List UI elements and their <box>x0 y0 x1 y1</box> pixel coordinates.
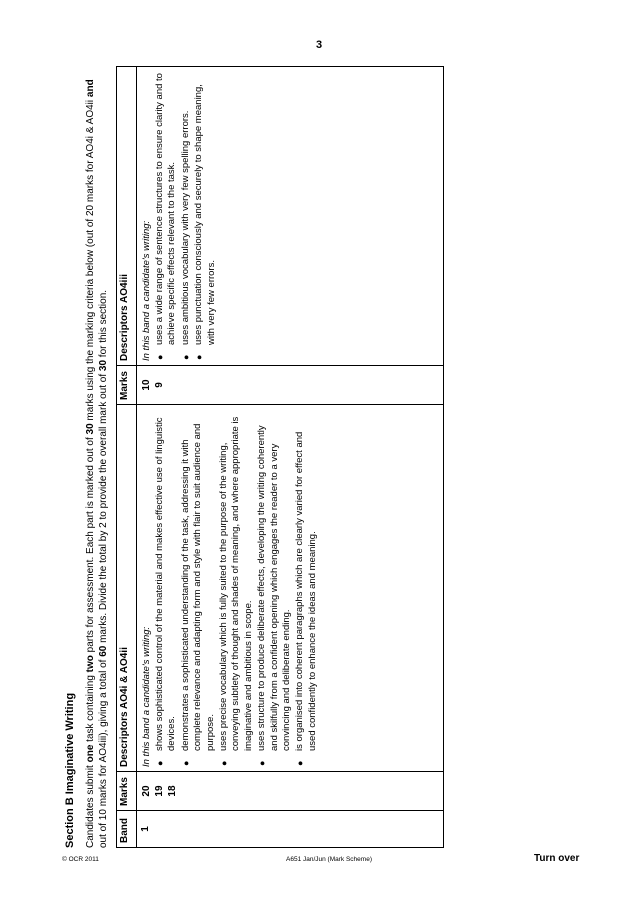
intro-bold-2: two <box>85 655 96 673</box>
mark-value: 20 <box>141 785 152 797</box>
bullet-icon: ● <box>295 760 306 766</box>
list-item <box>154 409 179 766</box>
intro-text-7: for this section. <box>98 289 109 360</box>
descriptor-text: uses precise vocabulary which is fully suited to the purpose of the writing, conveying subtlety of thought and shades of meaning, and where appropriate is imaginative and ambitious in scope. <box>218 416 254 751</box>
list-item <box>193 71 218 360</box>
descriptor-text: shows sophisticated control of the material and makes effective use of linguistic devices. <box>154 417 178 751</box>
descriptors-ao4iii-cell <box>137 67 444 366</box>
rotated-content <box>62 63 422 848</box>
list-item <box>218 409 255 766</box>
descriptor-list <box>154 409 319 767</box>
descriptor-text: demonstrates a sophisticated understanding of the task, addressing it with complete relevance and adapting form and style with flair to suit audience and purpose. <box>179 423 216 751</box>
intro-bold-1: one <box>85 744 96 763</box>
header-marks: Marks <box>117 772 137 811</box>
bullet-icon: ● <box>180 354 191 360</box>
intro-bold-3: 30 <box>85 423 96 435</box>
band-cell: 1 <box>137 811 444 848</box>
bullet-icon: ● <box>155 760 165 766</box>
intro-text-4: marks using the marking criteria below (out of 20 marks for AO4i & AO4ii <box>85 97 96 424</box>
bullet-icon: ● <box>257 760 268 766</box>
section-title: Section B Imaginative Writing <box>64 692 76 848</box>
list-item <box>179 409 217 766</box>
intro-text-2: task containing <box>85 672 96 745</box>
descriptor-text: uses a wide range of sentence structures to ensure clarity and to achieve specific effects relevant to the task. <box>154 73 178 345</box>
header-band: Band <box>117 811 137 848</box>
descriptor-text: uses structure to produce deliberate effects, developing the writing coherently and skilfully from a confident opening which engages the reader to a very convincing and deliberate ending. <box>256 425 293 751</box>
intro-bold-6: 30 <box>98 359 109 372</box>
descriptor-lead: In this band a candidate's writing: <box>141 220 152 361</box>
footer-document-code: A651 Jan/Jun (Mark Scheme) <box>286 856 372 863</box>
intro-text-5: out of 10 marks for AO4iii), giving a total of <box>98 656 109 848</box>
mark-value: 18 <box>167 785 178 797</box>
list-item <box>154 71 179 360</box>
intro-text-3: parts for assessment. Each part is marked out of <box>85 434 96 656</box>
bullet-icon: ● <box>155 354 165 360</box>
descriptor-list <box>154 71 218 361</box>
intro-text-1: Candidates submit <box>85 762 96 848</box>
page-number: 3 <box>316 39 323 51</box>
descriptor-text: uses ambitious vocabulary with very few spelling errors. <box>179 110 191 345</box>
list-item <box>294 409 319 766</box>
descriptor-lead: In this band a candidate's writing: <box>141 626 152 767</box>
list-item <box>179 71 192 360</box>
descriptor-text: uses punctuation consciously and securely to shape meaning, with very few errors. <box>193 84 217 345</box>
marking-criteria-table <box>116 66 444 848</box>
header-marks-2: Marks <box>117 366 137 405</box>
intro-bold-5: 60 <box>98 645 109 657</box>
marks-cell <box>137 772 444 811</box>
intro-bold-4: and <box>85 79 96 98</box>
list-item <box>256 409 293 766</box>
table-header-row <box>117 67 137 848</box>
header-descriptors-ao4i-ao4ii: Descriptors AO4i & AO4ii <box>117 405 137 772</box>
mark-value: 9 <box>154 382 165 388</box>
bullet-icon: ● <box>219 760 230 766</box>
bullet-icon: ● <box>180 760 191 766</box>
header-descriptors-ao4iii: Descriptors AO4iii <box>117 67 137 366</box>
descriptor-text: is organised into coherent paragraphs which are clearly varied for effect and used confidently to enhance the ideas and meaning. <box>294 431 318 751</box>
table-row <box>137 67 444 848</box>
footer-turn-over: Turn over <box>534 853 580 864</box>
footer-copyright: © OCR 2011 <box>62 856 99 863</box>
mark-value: 10 <box>141 379 152 391</box>
mark-value: 19 <box>154 785 165 797</box>
intro-paragraph <box>84 73 110 848</box>
intro-text-6: marks. Divide the total by 2 to provide the overall mark out of <box>98 371 109 646</box>
bullet-icon: ● <box>194 354 205 360</box>
descriptors-ao4i-ao4ii-cell <box>137 405 444 772</box>
marks-2-cell <box>137 366 444 405</box>
